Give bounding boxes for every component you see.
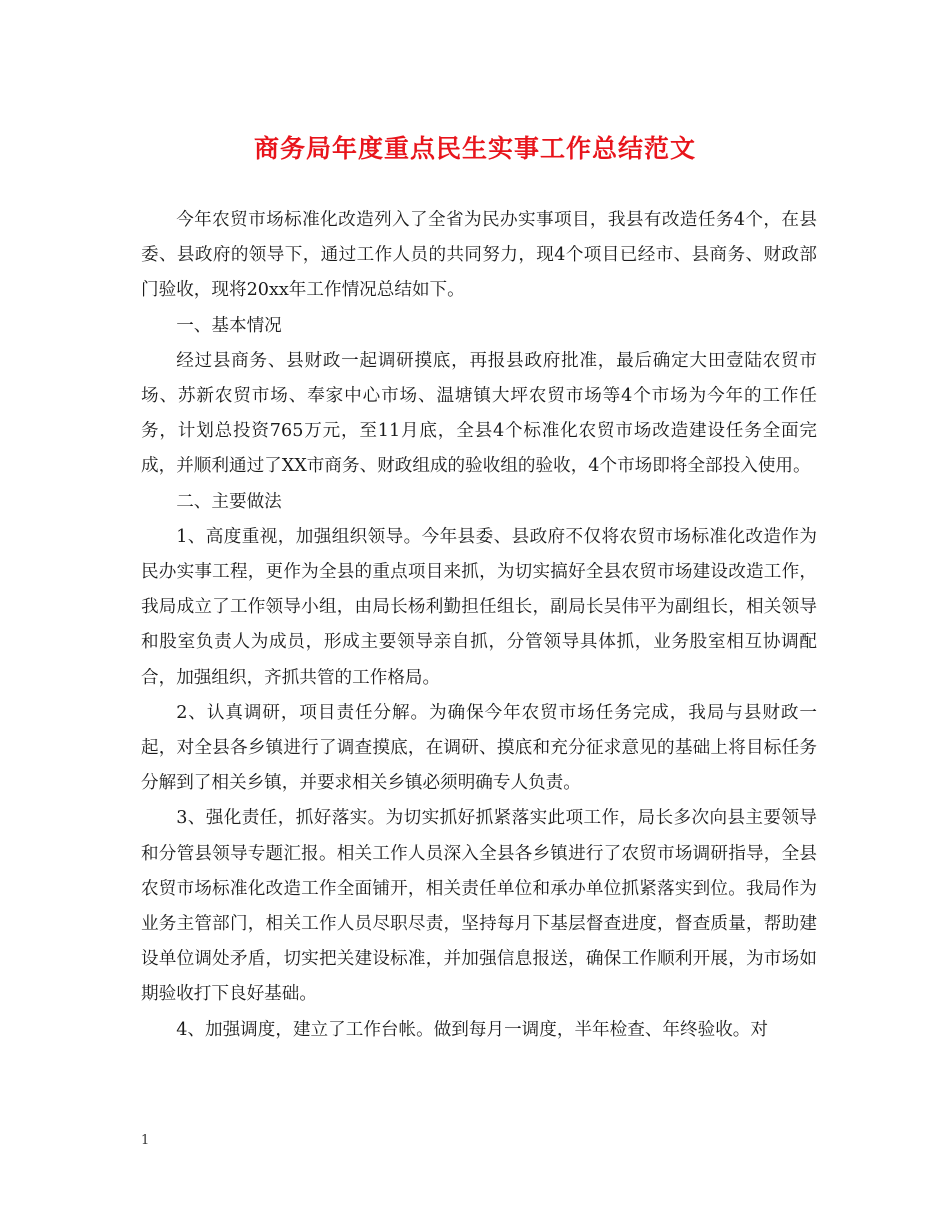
page-number: 1: [141, 1133, 150, 1148]
section-heading-main-practices: 二、主要做法: [176, 491, 282, 512]
section-heading-basic-situation: 一、基本情况: [176, 315, 282, 336]
practice-paragraph-3: 3、强化责任，抓好落实。为切实抓好抓紧落实此项工作，局长多次向县主要领导和分管县领导专题汇报。相关工作人员深入全县各乡镇进行了农贸市场调研指导，全县农贸市场标准化改造工作全面铺开，相关责任单位和承办单位抓紧落实到位。我局作为业务主管部门，相关工作人员尽职尽责，坚持每月下基层督查进度，督查质量，帮助建设单位调处矛盾，切实把关建设标准，并加强信息报送，确保工作顺利开展，为市场如期验收打下良好基础。: [141, 808, 817, 1005]
document-title: 商务局年度重点民生实事工作总结范文: [253, 134, 696, 163]
practice-paragraph-1: 1、高度重视，加强组织领导。今年县委、县政府不仅将农贸市场标准化改造作为民办实事工程，更作为全县的重点项目来抓，为切实搞好全县农贸市场建设改造工作，我局成立了工作领导小组，由局长杨利勤担任组长，副局长吴伟平为副组长，相关领导和股室负责人为成员，形成主要领导亲自抓，分管领导具体抓，业务股室相互协调配合，加强组织，齐抓共管的工作格局。: [141, 526, 817, 688]
document-body: [141, 203, 817, 1048]
practice-paragraph-2: 2、认真调研，项目责任分解。为确保今年农贸市场任务完成，我局与县财政一起，对全县各乡镇进行了调查摸底，在调研、摸底和充分征求意见的基础上将目标任务分解到了相关乡镇，并要求相关乡镇必须明确专人负责。: [141, 702, 817, 794]
basic-situation-paragraph: 经过县商务、县财政一起调研摸底，再报县政府批准，最后确定大田壹陆农贸市场、苏新农贸市场、奉家中心市场、温塘镇大坪农贸市场等4个市场为今年的工作任务，计划总投资765万元，至11月底，全县4个标准化农贸市场改造建设任务全面完成，并顺利通过了XX市商务、财政组成的验收组的验收，4个市场即将全部投入使用。: [141, 350, 817, 477]
intro-paragraph: 今年农贸市场标准化改造列入了全省为民办实事项目，我县有改造任务4个，在县委、县政府的领导下，通过工作人员的共同努力，现4个项目已经市、县商务、财政部门验收，现将20xx年工作情况总结如下。: [141, 210, 817, 301]
practice-paragraph-4: 4、加强调度，建立了工作台帐。做到每月一调度，半年检查、年终验收。对: [176, 1019, 768, 1040]
